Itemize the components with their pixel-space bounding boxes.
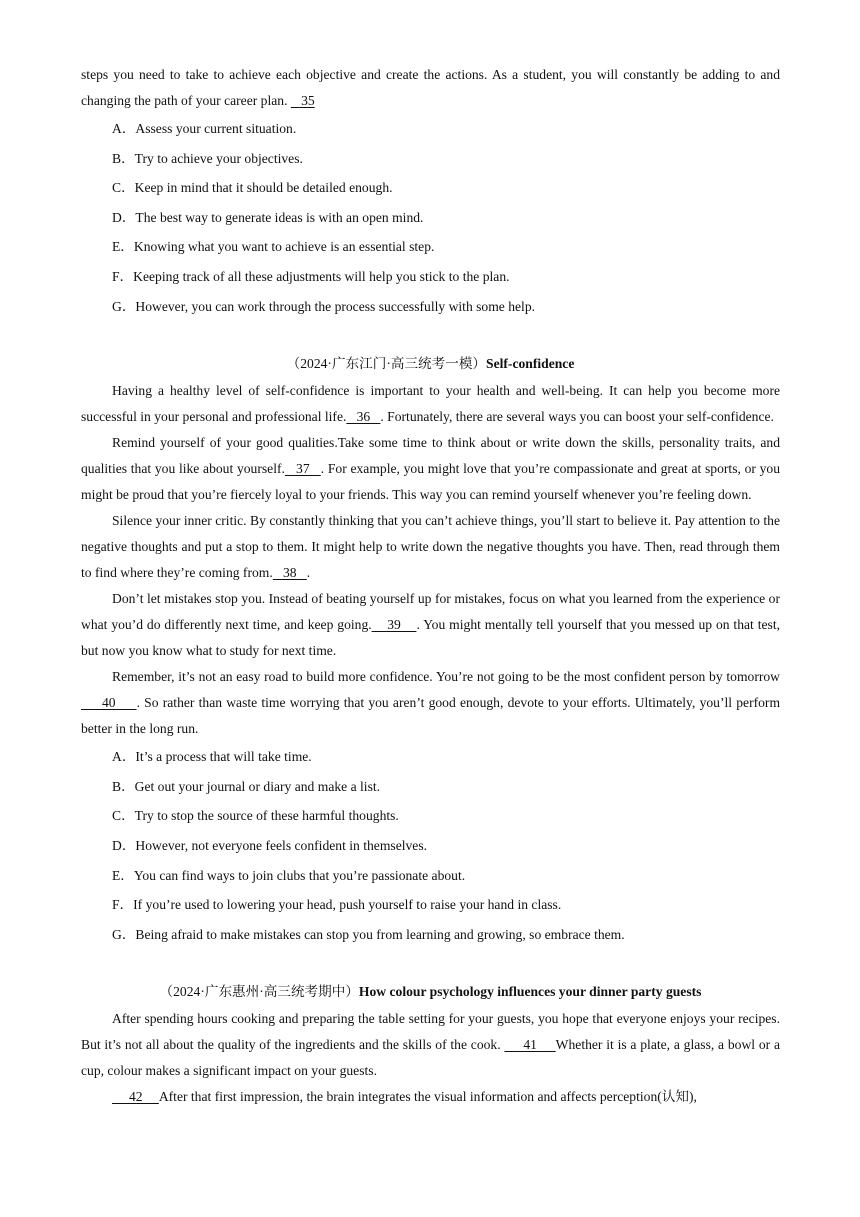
section3-heading bbox=[81, 977, 780, 1006]
paragraph-text: . You might mentally tell yourself that you messed up on that test, but now you know what to study for next time. bbox=[81, 617, 780, 659]
option-f: F．If you’re used to lowering your head, push yourself to raise your hand in class. bbox=[112, 897, 562, 913]
blank-37: 37 bbox=[284, 461, 321, 477]
option-d: D．The best way to generate ideas is with an open mind. bbox=[112, 209, 424, 225]
paragraph-text: Whether it is a plate, a glass, a bowl or a cup, colour makes a significant impact on your guests. bbox=[81, 1037, 780, 1079]
section2-options bbox=[81, 742, 780, 949]
section2-paragraph-1 bbox=[81, 378, 780, 430]
section2-source: （2024·广东江门·高三统考一模） bbox=[286, 356, 487, 372]
section1-intro bbox=[81, 62, 780, 114]
paragraph-text: After that first impression, the brain integrates the visual information and affects perception(认知), bbox=[158, 1089, 697, 1105]
blank-41: 41 bbox=[504, 1037, 556, 1053]
option-g: G．However, you can work through the process successfully with some help. bbox=[112, 298, 536, 314]
blank-38: 38 bbox=[272, 565, 307, 581]
paragraph-text: . For example, you might love that you’re compassionate and great at sports, or you might be proud that you’re fiercely loyal to your friends. This way you can remind yourself whenever you’re feeling down. bbox=[81, 461, 781, 503]
section1-options bbox=[81, 114, 780, 321]
option-a: A．Assess your current situation. bbox=[112, 121, 297, 136]
section1-intro-text: steps you need to take to achieve each objective and create the actions. As a student, you will constantly be adding to and changing the path of your career plan. bbox=[81, 67, 780, 108]
section2-paragraph-5 bbox=[81, 664, 780, 742]
option-g: G．Being afraid to make mistakes can stop you from learning and growing, so embrace them. bbox=[112, 926, 625, 942]
paragraph-text: . Fortunately, there are several ways you can boost your self-confidence. bbox=[380, 409, 774, 425]
blank-35: 35 bbox=[290, 93, 315, 108]
paragraph-text: Remember, it’s not an easy road to build more confidence. You’re not going to be the most confident person by tomorrow bbox=[112, 669, 780, 685]
option-a: A．It’s a process that will take time. bbox=[112, 749, 312, 765]
paragraph-text: Remind yourself of your good qualities.Take some time to think about or write down the skills, personality traits, and qualities that you like about yourself. bbox=[81, 435, 780, 477]
blank-36: 36 bbox=[346, 409, 381, 425]
section3-source: （2024·广东惠州·高三统考期中） bbox=[159, 984, 359, 1000]
paragraph-text: After spending hours cooking and preparing the table setting for your guests, you hope that everyone enjoys your recipes. But it’s not all about the quality of the ingredients and the skills of the cook. bbox=[81, 1011, 780, 1053]
blank-40: 40 bbox=[81, 695, 137, 711]
section2-paragraph-2 bbox=[81, 430, 780, 508]
option-e: E．Knowing what you want to achieve is an essential step. bbox=[112, 239, 435, 255]
option-b: B．Get out your journal or diary and make a list. bbox=[112, 778, 381, 794]
blank-39: 39 bbox=[371, 617, 417, 633]
paragraph-text: . So rather than waste time worrying that you aren’t good enough, devote to your efforts. Ultimately, you’ll perform better in the long run. bbox=[81, 695, 781, 737]
paragraph-text: Don’t let mistakes stop you. Instead of beating yourself up for mistakes, focus on what you learned from the experience or what you’d do differently next time, and keep going. bbox=[81, 591, 780, 633]
option-c: C．Keep in mind that it should be detailed enough. bbox=[112, 180, 393, 196]
option-c: C．Try to stop the source of these harmful thoughts. bbox=[112, 808, 399, 824]
section2-heading bbox=[81, 349, 780, 378]
section3-paragraph-1 bbox=[81, 1006, 780, 1084]
blank-42: 42 bbox=[112, 1089, 159, 1105]
section3-title: How colour psychology influences your dinner party guests bbox=[358, 984, 702, 1000]
paragraph-text: Having a healthy level of self-confidence is important to your health and well-being. It can help you become more successful in your personal and professional life. bbox=[81, 383, 780, 425]
document-page bbox=[81, 62, 780, 1110]
option-f: F．Keeping track of all these adjustments will help you stick to the plan. bbox=[112, 268, 510, 284]
paragraph-text: . bbox=[306, 565, 311, 581]
section3-paragraph-2 bbox=[81, 1084, 780, 1110]
section2-paragraph-3 bbox=[81, 508, 780, 586]
option-b: B．Try to achieve your objectives. bbox=[112, 150, 303, 166]
section2-paragraph-4 bbox=[81, 586, 780, 664]
option-e: E．You can find ways to join clubs that you’re passionate about. bbox=[112, 867, 466, 883]
option-d: D．However, not everyone feels confident in themselves. bbox=[112, 837, 428, 853]
paragraph-text: Silence your inner critic. By constantly thinking that you can’t achieve things, you’ll start to believe it. Pay attention to the negative thoughts and put a stop to them. It might help to write down the negative thoughts you have. Then, read through them to find where they’re coming from. bbox=[81, 513, 780, 581]
section2-title: Self-confidence bbox=[486, 356, 575, 372]
